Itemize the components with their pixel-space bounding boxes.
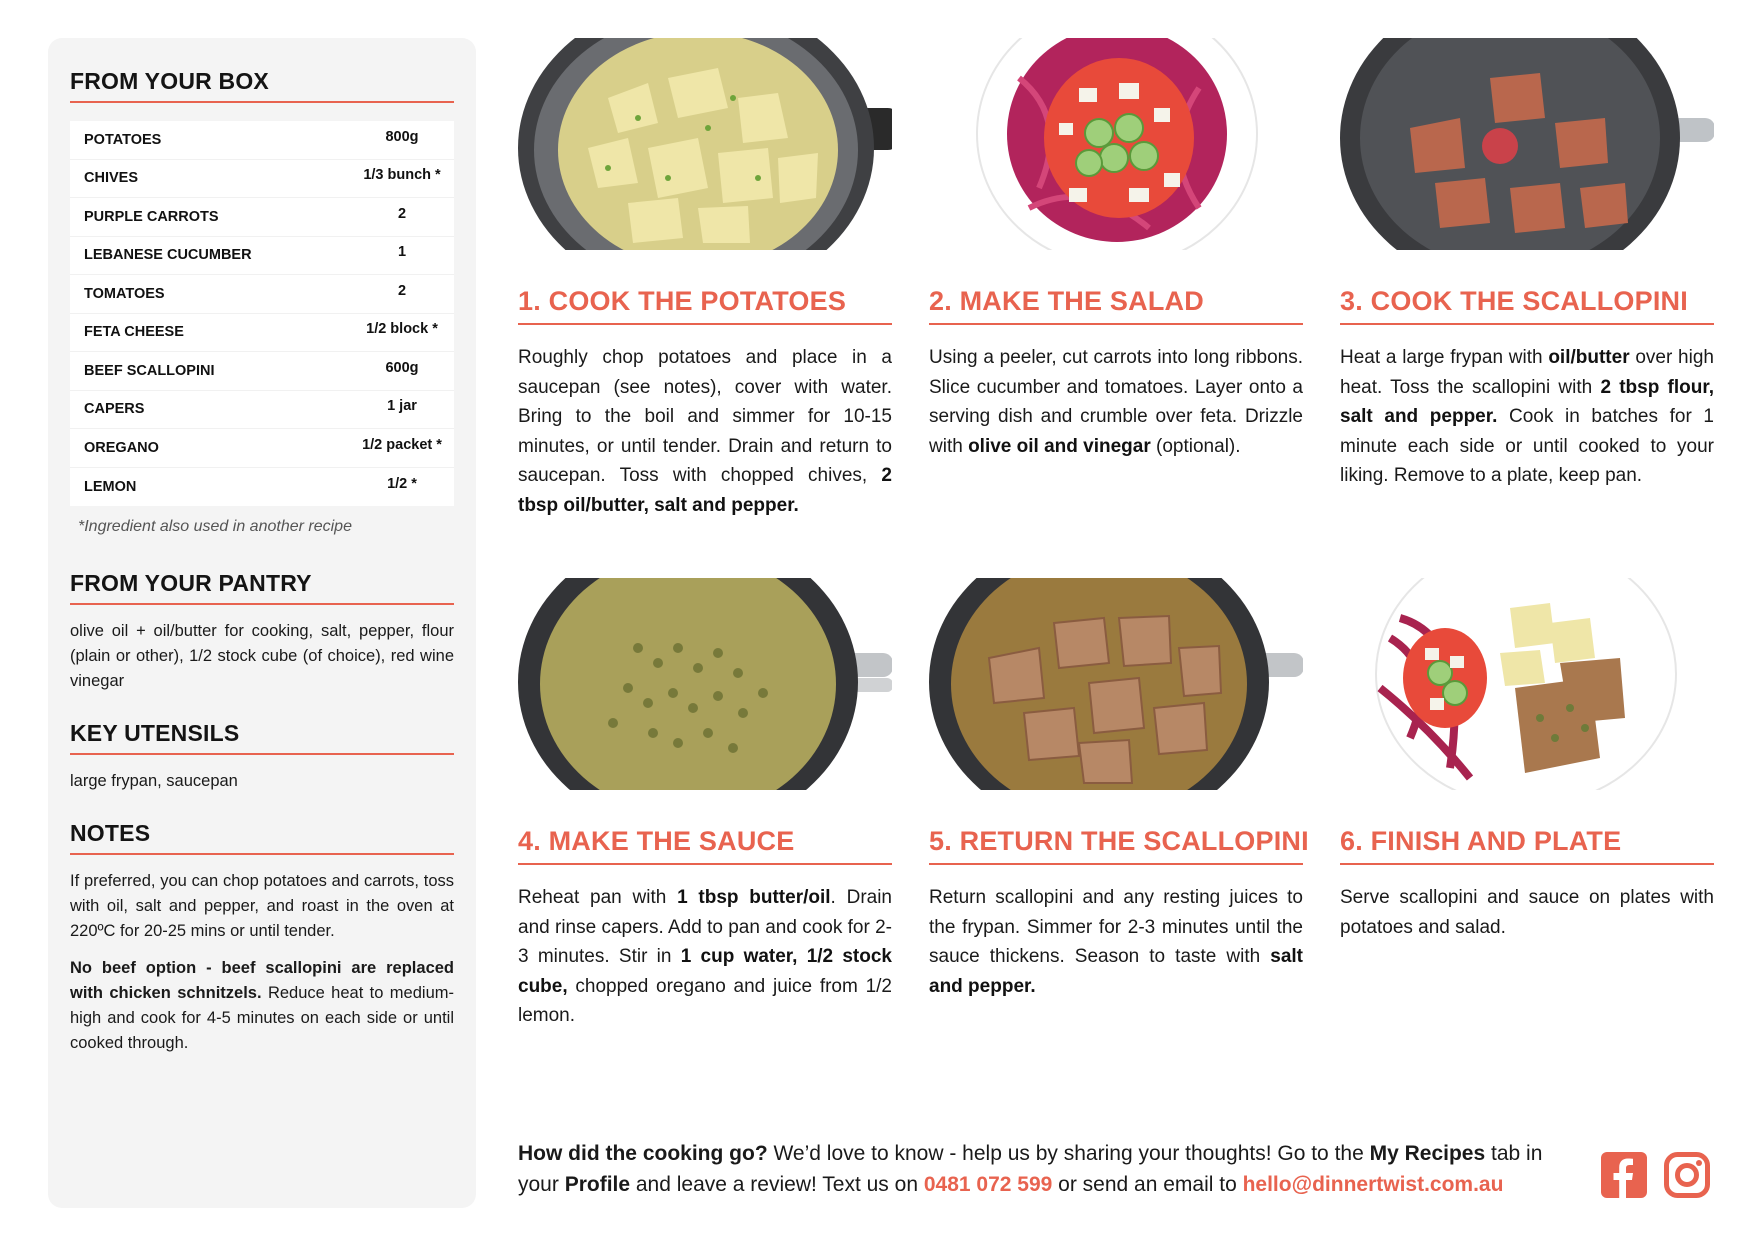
notes-heading: NOTES (70, 820, 454, 855)
step-text: chopped oregano and juice from 1/2 lemon. (518, 975, 892, 1026)
my-recipes-label: My Recipes (1369, 1142, 1486, 1165)
step-2-title: 2. MAKE THE SALAD (929, 286, 1303, 325)
pantry-heading: FROM YOUR PANTRY (70, 570, 454, 605)
step-text: Serve scallopini and sauce on plates with potatoes and salad. (1340, 887, 1714, 938)
step-1-body (518, 343, 892, 520)
step-text: . Drain and rinse capers. Add to pan and cook for 2-3 minutes. Stir in (518, 887, 892, 967)
utensils-heading: KEY UTENSILS (70, 720, 454, 755)
step-5-photo (929, 578, 1303, 790)
step-5-title: 5. RETURN THE SCALLOPINI (929, 826, 1303, 865)
ingredient-name: TOMATOES (84, 285, 165, 302)
step-text: Cook in batches for 1 minute each side or until cooked to your liking. Remove to a plate, keep pan. (1340, 406, 1714, 486)
pantry-text: olive oil + oil/butter for cooking, salt, pepper, flour (plain or other), 1/2 stock cube (of choice), red wine vinegar (70, 622, 454, 690)
notes-text-2 (70, 956, 454, 1056)
feedback-text-1: We’d love to know - help us by sharing your thoughts! Go to the (767, 1142, 1370, 1165)
ingredient-qty: 1/2 * (387, 475, 417, 492)
step-1-photo (518, 38, 892, 250)
ingredient-row (70, 429, 454, 468)
ingredient-row (70, 352, 454, 391)
step-text: Reheat pan with (518, 887, 678, 908)
ingredient-row (70, 468, 454, 507)
step-1-title: 1. COOK THE POTATOES (518, 286, 892, 325)
step-text: Return scallopini and any resting juices to the frypan. Simmer for 2-3 minutes until the sauce thickens. Season to taste with (929, 887, 1303, 967)
step-4-title: 4. MAKE THE SAUCE (518, 826, 892, 865)
step-5-body (929, 883, 1303, 1001)
ingredient-qty: 1/3 bunch * (363, 167, 441, 184)
step-bold-text: 2 tbsp oil/butter, salt and pepper. (518, 465, 892, 516)
profile-label: Profile (564, 1173, 631, 1196)
ingredient-row (70, 314, 454, 353)
ingredient-name: LEBANESE CUCUMBER (84, 247, 252, 264)
ingredient-name: POTATOES (84, 131, 162, 148)
ingredient-name: PURPLE CARROTS (84, 208, 219, 225)
feedback-text-4: or send an email to (1052, 1173, 1243, 1196)
ingredient-name: OREGANO (84, 439, 159, 456)
box-footnote: *Ingredient also used in another recipe (78, 518, 352, 535)
ingredient-qty: 800g (385, 128, 419, 145)
phone-link[interactable]: 0481 072 599 (923, 1173, 1053, 1196)
step-bold-text: 2 tbsp flour, salt and pepper. (1340, 376, 1714, 427)
ingredient-row (70, 237, 454, 276)
box-ingredients-table (70, 121, 454, 506)
step-6 (1340, 578, 1714, 942)
ingredient-name: CHIVES (84, 170, 138, 187)
notes-text-1: If preferred, you can chop potatoes and carrots, toss with oil, salt and pepper, and roast in the oven at 220ºC for 20-25 mins or until tender. (70, 872, 454, 940)
step-bold-text: 1 cup water, 1/2 stock cube, (518, 946, 892, 997)
step-text: Heat a large frypan with (1340, 347, 1549, 368)
step-3-photo (1340, 38, 1714, 250)
ingredient-qty: 600g (385, 359, 419, 376)
step-3 (1340, 38, 1714, 491)
feedback-text-2: tab in your (518, 1142, 1543, 1196)
step-2-photo (929, 38, 1303, 250)
step-5 (929, 578, 1309, 1001)
step-4-body (518, 883, 892, 1031)
step-bold-text: salt and pepper. (929, 946, 1303, 997)
step-4 (518, 578, 892, 1031)
ingredient-row (70, 160, 454, 199)
step-text: (optional). (1150, 435, 1241, 457)
step-6-title: 6. FINISH AND PLATE (1340, 826, 1714, 865)
step-1 (518, 38, 892, 520)
step-3-title: 3. COOK THE SCALLOPINI (1340, 286, 1714, 325)
ingredient-qty: 1 jar (387, 398, 417, 415)
step-3-body (1340, 343, 1714, 491)
ingredient-row (70, 121, 454, 160)
step-6-body (1340, 883, 1714, 942)
box-heading: FROM YOUR BOX (70, 68, 454, 103)
step-4-photo (518, 578, 892, 790)
step-2-body (929, 343, 1303, 461)
ingredient-qty: 1/2 packet * (362, 436, 442, 453)
ingredients-panel (48, 38, 476, 1208)
ingredient-name: FETA CHEESE (84, 324, 184, 341)
utensils-text: large frypan, saucepan (70, 772, 238, 790)
feedback-text-3: and leave a review! Text us on (630, 1173, 924, 1196)
step-2 (929, 38, 1303, 461)
feedback-message (518, 1138, 1568, 1200)
ingredient-qty: 2 (397, 282, 407, 299)
ingredient-name: LEMON (84, 478, 137, 495)
step-text: over high heat. Toss the scallopini with (1340, 347, 1714, 398)
instagram-icon[interactable] (1664, 1152, 1710, 1198)
ingredient-qty: 2 (397, 205, 407, 222)
facebook-icon[interactable] (1601, 1152, 1647, 1198)
ingredient-row (70, 275, 454, 314)
step-text: Using a peeler, cut carrots into long ribbons. Slice cucumber and tomatoes. Layer onto a serving dish and crumble over feta. Drizzle with (929, 347, 1303, 457)
step-bold-text: olive oil and vinegar (968, 435, 1151, 457)
ingredient-name: BEEF SCALLOPINI (84, 362, 215, 379)
feedback-question: How did the cooking go? (518, 1142, 768, 1165)
ingredient-name: CAPERS (84, 401, 145, 418)
step-bold-text: oil/butter (1548, 347, 1630, 368)
notes-bold: No beef option - beef scallopini are replaced with chicken schnitzels. (70, 959, 454, 1002)
email-link[interactable]: hello@dinnertwist.com.au (1242, 1173, 1504, 1196)
ingredient-row (70, 391, 454, 430)
ingredient-qty: 1 (397, 244, 407, 261)
ingredient-row (70, 198, 454, 237)
step-bold-text: 1 tbsp butter/oil (677, 887, 831, 908)
step-text: Roughly chop potatoes and place in a saucepan (see notes), cover with water. Bring to the boil and simmer for 10-15 minutes, or until tender. Drain and return to saucepan. Toss with chopped chives, (518, 347, 892, 486)
ingredient-qty: 1/2 block * (366, 321, 438, 338)
notes-rest: Reduce heat to medium-high and cook for 4-5 minutes on each side or until cooked through. (70, 984, 454, 1052)
step-6-photo (1340, 578, 1714, 790)
